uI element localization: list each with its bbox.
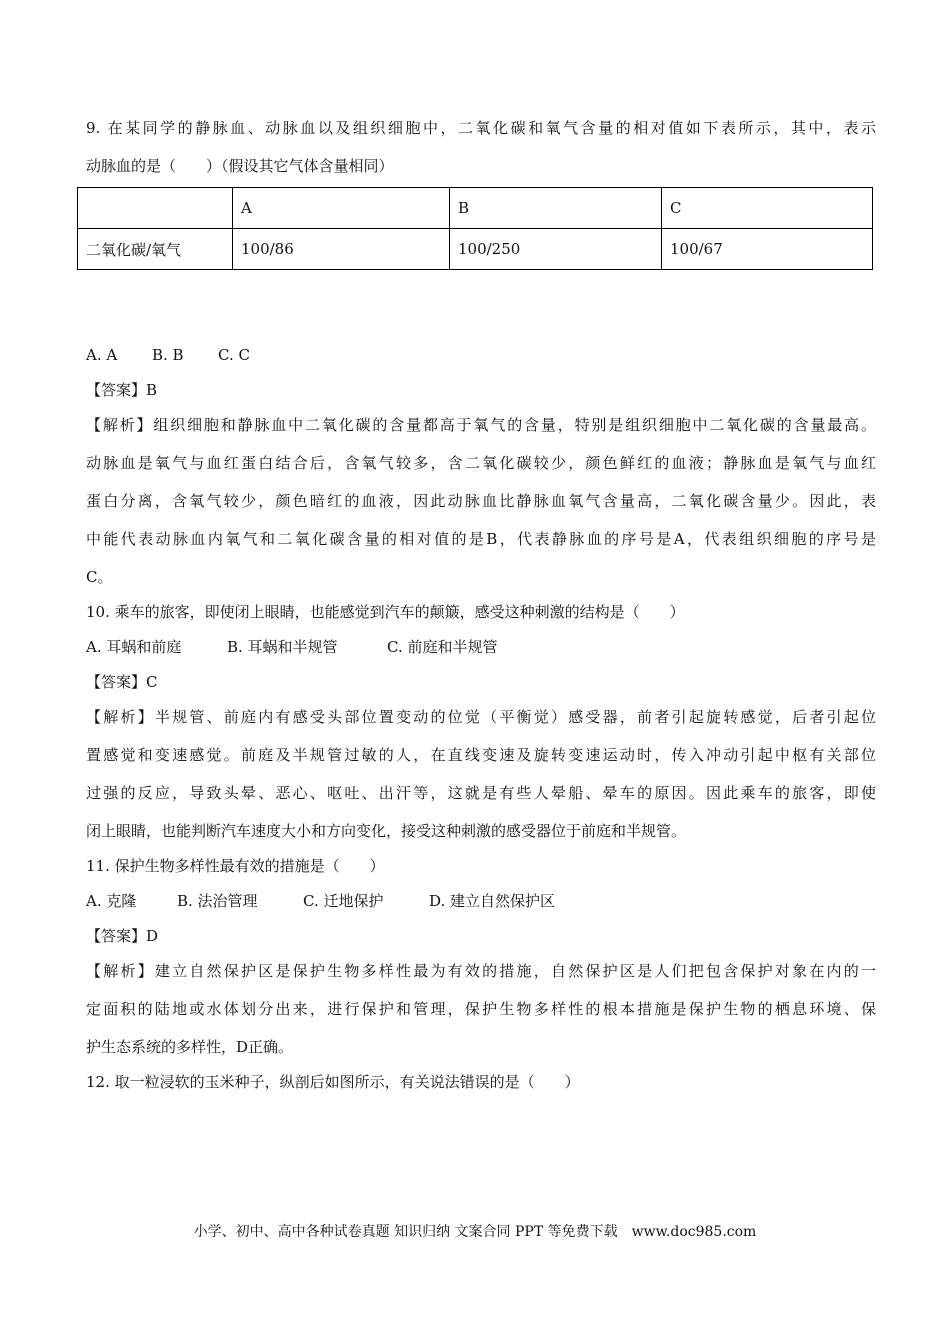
- q10-options: [86, 637, 876, 657]
- table-row-label: 二氧化碳/氧气: [78, 229, 233, 270]
- table-header-row: [78, 188, 873, 229]
- q10-analysis-line: 置感觉和变速感觉。前庭及半规管过敏的人，在直线变速及旋转变速运动时，传入冲动引起中枢有关部位: [86, 746, 876, 764]
- option: C. 前庭和半规管: [387, 638, 498, 656]
- option: B. 耳蜗和半规管: [227, 638, 338, 656]
- option: A. 耳蜗和前庭: [86, 638, 182, 656]
- option: D. 建立自然保护区: [429, 892, 556, 910]
- page-footer: 小学、初中、高中各种试卷真题 知识归纳 文案合同 PPT 等免费下载 www.doc985.com: [193, 1224, 757, 1240]
- table-header-cell: [78, 188, 233, 229]
- q11-question: 11. 保护生物多样性最有效的措施是（ ）: [86, 857, 385, 875]
- option: C. C: [218, 346, 250, 364]
- q10-analysis-line: 过强的反应，导致头晕、恶心、呕吐、出汗等，这就是有些人晕船、晕车的原因。因此乘车的旅客，即使: [86, 784, 876, 802]
- q11-options: [86, 891, 876, 911]
- q9-question-line-2: 动脉血的是（ ）（假设其它气体含量相同）: [86, 157, 394, 175]
- q9-data-table: [77, 187, 873, 270]
- q9-analysis-line: 中能代表动脉血内氧气和二氧化碳含量的相对值的是B，代表静脉血的序号是A，代表组织细胞的序号是: [86, 530, 876, 548]
- q10-analysis-line: 闭上眼睛，也能判断汽车速度大小和方向变化，接受这种刺激的感受器位于前庭和半规管。: [86, 822, 687, 840]
- q11-analysis-line: 护生态系统的多样性，D正确。: [86, 1038, 294, 1056]
- table-row: [78, 229, 873, 270]
- q9-analysis-line: 动脉血是氧气与血红蛋白结合后，含氧气较多，含二氧化碳较少，颜色鲜红的血液；静脉血是氧气与血红: [86, 454, 876, 472]
- q9-options: [86, 345, 876, 365]
- option: A. A: [86, 346, 118, 364]
- q9-analysis-line: 蛋白分离，含氧气较少，颜色暗红的血液，因此动脉血比静脉血氧气含量高，二氧化碳含量少。因此，表: [86, 492, 876, 510]
- table-header-cell: A: [233, 188, 450, 229]
- q11-answer: 【答案】D: [86, 927, 159, 945]
- table-cell: 100/86: [233, 229, 450, 270]
- q11-analysis-line: 定面积的陆地或水体划分出来，进行保护和管理，保护生物多样性的根本措施是保护生物的栖息环境、保: [86, 1000, 876, 1018]
- q9-answer: 【答案】B: [86, 381, 158, 399]
- option: B. 法治管理: [177, 892, 258, 910]
- table-header-cell: C: [662, 188, 873, 229]
- option: A. 克隆: [86, 892, 137, 910]
- option: B. B: [152, 346, 184, 364]
- option: C. 迁地保护: [303, 892, 384, 910]
- q12-question: 12. 取一粒浸软的玉米种子，纵剖后如图所示，有关说法错误的是（ ）: [86, 1073, 580, 1091]
- q10-answer: 【答案】C: [86, 673, 158, 691]
- table-header-cell: B: [450, 188, 662, 229]
- q9-analysis-line: C。: [86, 568, 113, 586]
- q10-question: 10. 乘车的旅客，即使闭上眼睛，也能感觉到汽车的颠簸，感受这种刺激的结构是（ ）: [86, 603, 685, 621]
- table-cell: 100/250: [450, 229, 662, 270]
- q9-analysis-line: 【解析】组织细胞和静脉血中二氧化碳的含量都高于氧气的含量，特别是组织细胞中二氧化碳的含量最高。: [86, 416, 876, 434]
- q10-analysis-line: 【解析】半规管、前庭内有感受头部位置变动的位觉（平衡觉）感受器，前者引起旋转感觉，后者引起位: [86, 708, 876, 726]
- q9-question-line-1: 9. 在某同学的静脉血、动脉血以及组织细胞中，二氧化碳和氧气含量的相对值如下表所示，其中，表示: [86, 119, 876, 137]
- table-cell: 100/67: [662, 229, 873, 270]
- q11-analysis-line: 【解析】建立自然保护区是保护生物多样性最为有效的措施，自然保护区是人们把包含保护对象在内的一: [86, 962, 876, 980]
